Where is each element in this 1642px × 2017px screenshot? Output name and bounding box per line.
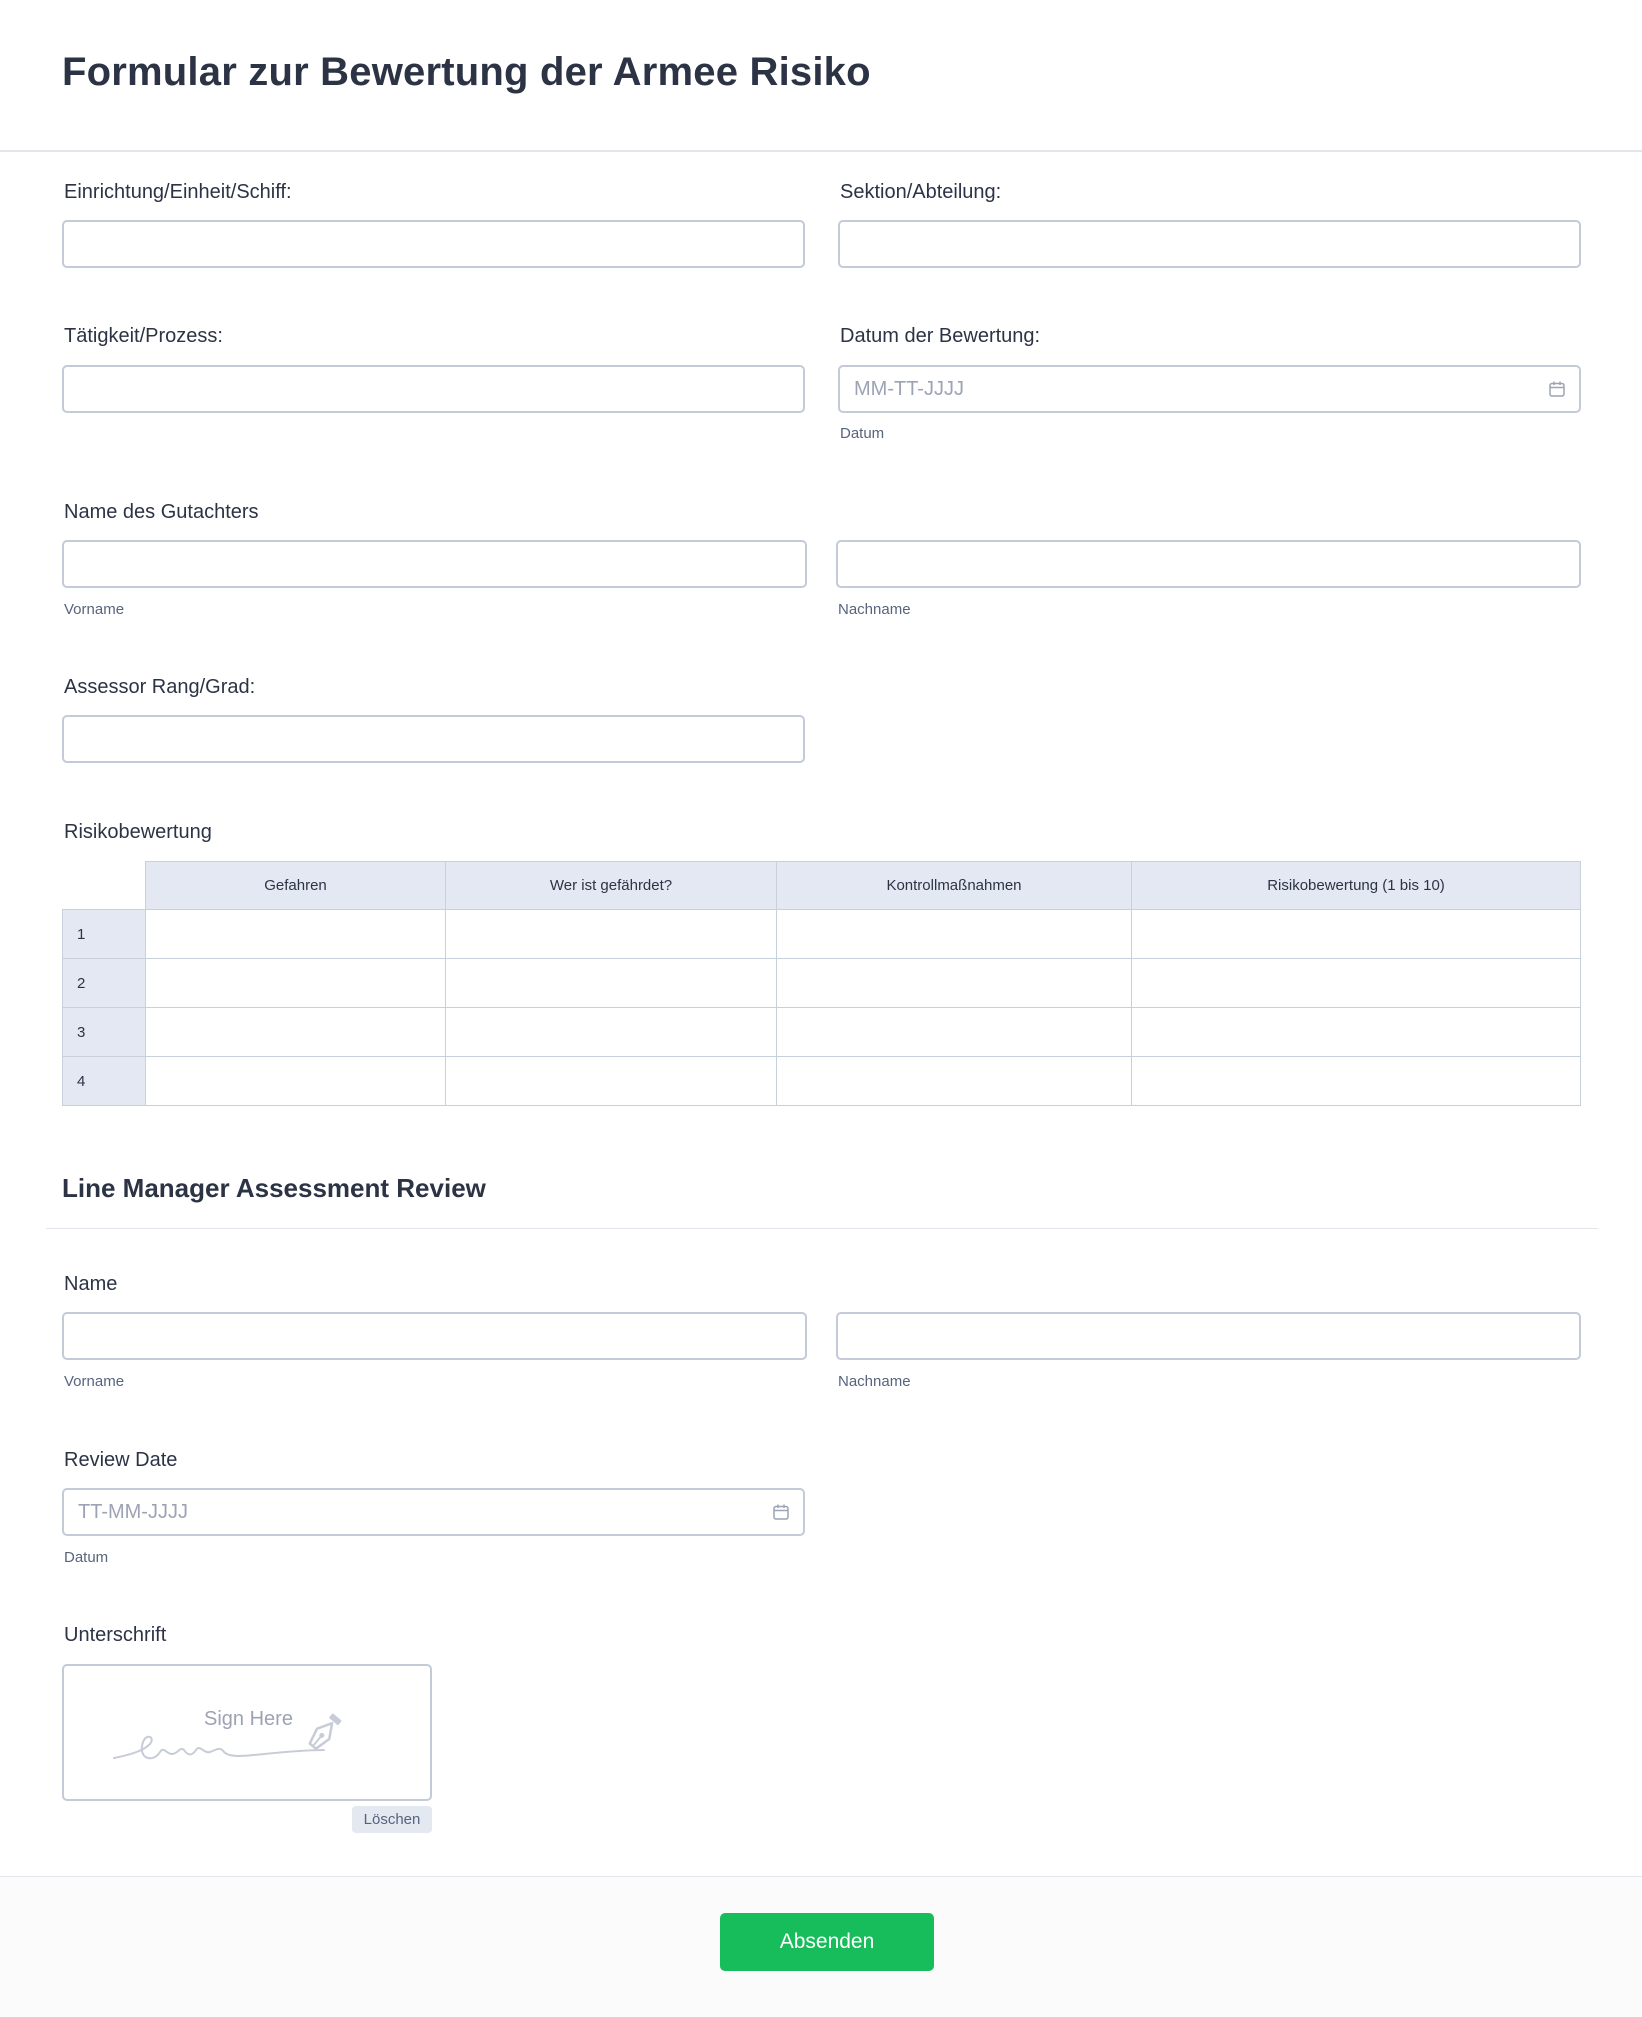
- matrix-cell[interactable]: [1132, 1008, 1581, 1057]
- signature-pad[interactable]: [62, 1664, 432, 1801]
- matrix-cell[interactable]: [446, 959, 777, 1008]
- assessor-name-label: Name des Gutachters: [64, 501, 259, 523]
- review-section-divider: [46, 1228, 1598, 1229]
- matrix-cell[interactable]: [777, 910, 1132, 959]
- matrix-cell[interactable]: [1132, 910, 1581, 959]
- calendar-icon[interactable]: [772, 1503, 790, 1521]
- header-divider: [0, 150, 1642, 152]
- risk-matrix-label: Risikobewertung: [64, 821, 212, 843]
- assessor-first-name-input[interactable]: [62, 540, 807, 588]
- risk-matrix-table: [62, 861, 1581, 1106]
- review-date-input[interactable]: [62, 1488, 805, 1536]
- matrix-column-header: Wer ist gefährdet?: [446, 862, 777, 910]
- activity-input[interactable]: [62, 365, 805, 413]
- activity-label: Tätigkeit/Prozess:: [64, 325, 223, 347]
- matrix-column-header: Kontrollmaßnahmen: [777, 862, 1132, 910]
- matrix-column-header: Gefahren: [146, 862, 446, 910]
- review-name-label: Name: [64, 1273, 118, 1295]
- review-section-title: Line Manager Assessment Review: [62, 1173, 486, 1203]
- assessment-date-sublabel: Datum: [840, 425, 885, 442]
- matrix-row: [63, 910, 1581, 959]
- assessor-rank-label: Assessor Rang/Grad:: [64, 676, 256, 698]
- matrix-header-row: [63, 862, 1581, 910]
- assessor-rank-input[interactable]: [62, 715, 805, 763]
- signature-hint: Sign Here: [204, 1708, 293, 1730]
- section-label: Sektion/Abteilung:: [840, 181, 1002, 203]
- review-first-name-input[interactable]: [62, 1312, 807, 1360]
- matrix-row-header: 4: [63, 1057, 146, 1106]
- matrix-cell[interactable]: [777, 959, 1132, 1008]
- matrix-cell[interactable]: [146, 1008, 446, 1057]
- signature-scribble-icon: [104, 1706, 404, 1786]
- matrix-cell[interactable]: [446, 1008, 777, 1057]
- matrix-cell[interactable]: [1132, 959, 1581, 1008]
- matrix-cell[interactable]: [146, 959, 446, 1008]
- matrix-cell[interactable]: [777, 1008, 1132, 1057]
- matrix-row: [63, 1008, 1581, 1057]
- matrix-row: [63, 959, 1581, 1008]
- matrix-cell[interactable]: [446, 910, 777, 959]
- assessor-first-name-sublabel: Vorname: [64, 601, 125, 618]
- matrix-cell[interactable]: [777, 1057, 1132, 1106]
- matrix-column-header: Risikobewertung (1 bis 10): [1132, 862, 1581, 910]
- assessor-last-name-input[interactable]: [836, 540, 1581, 588]
- matrix-row-header: 1: [63, 910, 146, 959]
- matrix-row: [63, 1057, 1581, 1106]
- review-date-label: Review Date: [64, 1449, 178, 1471]
- matrix-cell[interactable]: [146, 910, 446, 959]
- matrix-row-header: 3: [63, 1008, 146, 1057]
- facility-input[interactable]: [62, 220, 805, 268]
- submit-button[interactable]: Absenden: [720, 1913, 934, 1971]
- matrix-cell[interactable]: [1132, 1057, 1581, 1106]
- review-last-name-sublabel: Nachname: [838, 1373, 911, 1390]
- review-date-sublabel: Datum: [64, 1549, 109, 1566]
- assessment-date-label: Datum der Bewertung:: [840, 325, 1041, 347]
- review-last-name-input[interactable]: [836, 1312, 1581, 1360]
- signature-clear-button[interactable]: Löschen: [352, 1806, 432, 1833]
- matrix-cell[interactable]: [446, 1057, 777, 1106]
- section-input[interactable]: [838, 220, 1581, 268]
- matrix-corner-cell: [63, 862, 146, 910]
- assessment-date-input[interactable]: [838, 365, 1581, 413]
- matrix-cell[interactable]: [146, 1057, 446, 1106]
- review-first-name-sublabel: Vorname: [64, 1373, 125, 1390]
- calendar-icon[interactable]: [1548, 380, 1566, 398]
- form-title: Formular zur Bewertung der Armee Risiko: [62, 50, 871, 94]
- facility-label: Einrichtung/Einheit/Schiff:: [64, 181, 292, 203]
- signature-label: Unterschrift: [64, 1624, 167, 1646]
- assessor-last-name-sublabel: Nachname: [838, 601, 911, 618]
- matrix-row-header: 2: [63, 959, 146, 1008]
